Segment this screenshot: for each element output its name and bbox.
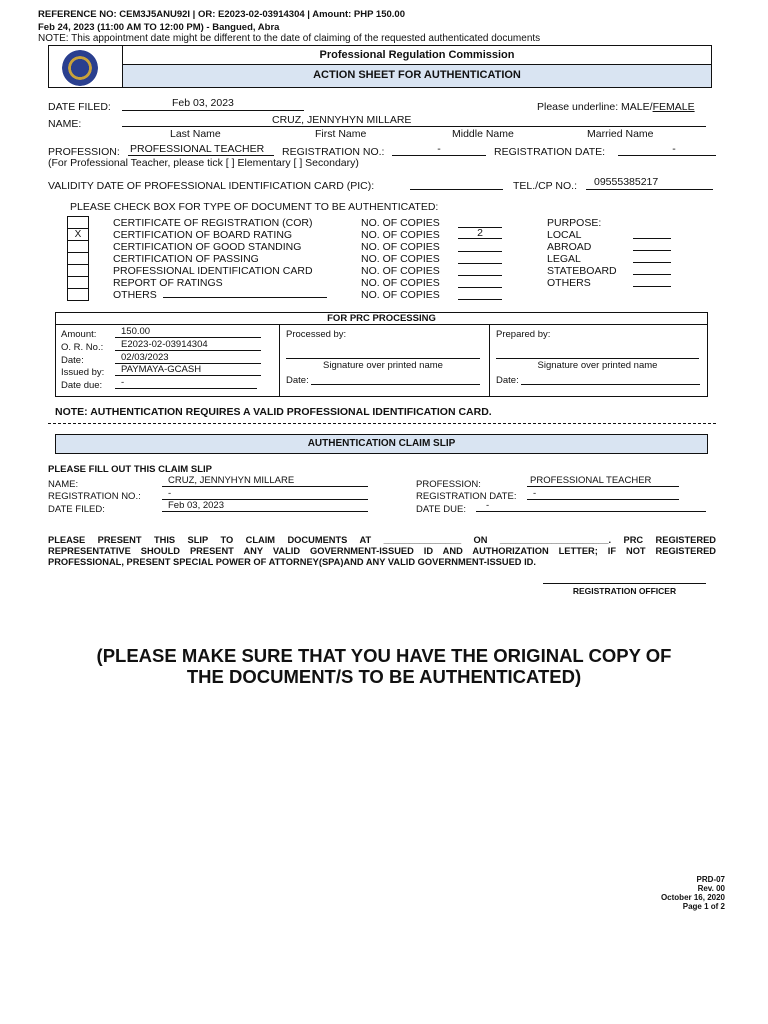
due-label: Date due: xyxy=(61,380,103,391)
purpose-item: LEGAL xyxy=(547,253,581,265)
claim-profession-label: PROFESSION: xyxy=(416,479,481,490)
prepared-date-label: Date: xyxy=(496,375,519,386)
copies-field[interactable]: 2 xyxy=(458,227,502,239)
claim-name-label: NAME: xyxy=(48,479,79,490)
reg-no-label: REGISTRATION NO.: xyxy=(282,146,385,158)
claim-due-value: - xyxy=(476,500,706,512)
doc-checkbox[interactable] xyxy=(67,252,89,264)
date-label: Date: xyxy=(61,355,84,366)
reminder-line-1: (PLEASE MAKE SURE THAT YOU HAVE THE ORIGINAL COPY OF xyxy=(96,645,672,666)
doc-checkbox[interactable] xyxy=(67,288,89,300)
doc-checkbox[interactable] xyxy=(67,240,89,252)
issued-value: PAYMAYA-GCASH xyxy=(115,364,261,376)
claim-reg-date-label: REGISTRATION DATE: xyxy=(416,491,517,502)
gender-underline: Please underline: MALE/FEMALE xyxy=(537,101,695,113)
purpose-item: STATEBOARD xyxy=(547,265,617,277)
doc-checkbox[interactable] xyxy=(67,216,89,228)
claim-reg-no-label: REGISTRATION NO.: xyxy=(48,491,141,502)
or-label: O. R. No.: xyxy=(61,342,104,353)
teacher-note: (For Professional Teacher, please tick [ ] Elementary [ ] Secondary) xyxy=(48,157,359,169)
doc-checkbox[interactable]: X xyxy=(67,228,89,240)
purpose-label: PURPOSE: xyxy=(547,217,602,229)
claim-title: AUTHENTICATION CLAIM SLIP xyxy=(307,438,456,449)
validity-label: VALIDITY DATE OF PROFESSIONAL IDENTIFICATION CARD (PIC): xyxy=(48,180,375,192)
prepared-signature-label: Signature over printed name xyxy=(537,360,658,371)
processed-by-label: Processed by: xyxy=(286,329,347,340)
doc-name: CERTIFICATION OF BOARD RATING xyxy=(113,229,293,241)
purpose-field[interactable] xyxy=(633,276,671,287)
amount-value: 150.00 xyxy=(115,326,261,338)
doc-name: CERTIFICATE OF REGISTRATION (COR) xyxy=(113,217,313,229)
name-part-last: Last Name xyxy=(170,128,221,140)
claim-instructions: PLEASE PRESENT THIS SLIP TO CLAIM DOCUMENTS AT _______________ ON _____________________. PRC REGISTERED REPRESENTATIVE SHOULD PRESENT ANY VALID GOVERNMENT-ISSUED ID AND AUTHORIZATION LETTER; IF NOT REGISTERED PROFESSIONAL, PRESENT SPECIAL POWER OF ATTORNEY(SPA)AND ANY VALID GOVERNMENT-ISSUED ID. xyxy=(48,535,716,567)
issued-label: Issued by: xyxy=(61,367,105,378)
copies-field[interactable] xyxy=(458,288,502,300)
claim-instruction: PLEASE FILL OUT THIS CLAIM SLIP xyxy=(48,464,212,475)
doc-instruction: PLEASE CHECK BOX FOR TYPE OF DOCUMENT TO BE AUTHENTICATED: xyxy=(70,201,439,213)
processed-signature-label: Signature over printed name xyxy=(323,360,443,371)
purpose-field[interactable] xyxy=(633,252,671,263)
doc-name: REPORT OF RATINGS xyxy=(113,277,223,289)
doc-name: CERTIFICATION OF PASSING xyxy=(113,253,259,265)
amount-label: Amount: xyxy=(61,329,97,340)
name-label: NAME: xyxy=(48,118,82,130)
pic-note: NOTE: AUTHENTICATION REQUIRES A VALID PROFESSIONAL IDENTIFICATION CARD. xyxy=(55,406,492,418)
copies-label: NO. OF COPIES xyxy=(361,289,440,301)
purpose-field[interactable] xyxy=(633,240,671,251)
processed-date-label: Date: xyxy=(286,375,309,386)
claim-date-filed-value: Feb 03, 2023 xyxy=(162,500,368,512)
doc-name: PROFESSIONAL IDENTIFICATION CARD xyxy=(113,265,313,277)
reg-no-value: - xyxy=(392,143,486,156)
copies-field[interactable] xyxy=(458,240,502,252)
claim-reg-date-value: - xyxy=(527,488,679,500)
profession-value: PROFESSIONAL TEACHER xyxy=(128,143,274,156)
reg-date-value: - xyxy=(618,143,716,156)
schedule-line: Feb 24, 2023 (11:00 AM TO 12:00 PM) - Bangued, Abra xyxy=(38,22,280,33)
form-footer: PRD-07 Rev. 00 October 16, 2020 Page 1 of 2 xyxy=(660,875,725,911)
claim-reg-no-value: - xyxy=(162,488,368,500)
profession-label: PROFESSION: xyxy=(48,146,120,158)
copies-label: NO. OF COPIES xyxy=(361,229,440,241)
tel-value: 09555385217 xyxy=(586,176,713,190)
copies-field[interactable] xyxy=(458,264,502,276)
org-name: Professional Regulation Commission xyxy=(319,49,515,61)
purpose-field[interactable] xyxy=(633,228,671,239)
appointment-note: NOTE: This appointment date might be different to the date of claiming of the requested authenticated documents xyxy=(38,33,541,44)
name-value: CRUZ, JENNYHYN MILLARE xyxy=(122,114,706,127)
others-field xyxy=(163,286,327,298)
claim-date-filed-label: DATE FILED: xyxy=(48,504,105,515)
due-value: - xyxy=(115,377,257,389)
tel-label: TEL./CP NO.: xyxy=(513,180,577,192)
name-part-married: Married Name xyxy=(587,128,654,140)
reminder-line-2: THE DOCUMENT/S TO BE AUTHENTICATED) xyxy=(186,666,582,687)
copies-label: NO. OF COPIES xyxy=(361,217,440,229)
claim-profession-value: PROFESSIONAL TEACHER xyxy=(527,475,679,487)
date-value: 02/03/2023 xyxy=(115,352,261,364)
or-value: E2023-02-03914304 xyxy=(115,339,261,351)
doc-checkbox[interactable] xyxy=(67,264,89,276)
copies-field[interactable] xyxy=(458,252,502,264)
name-part-first: First Name xyxy=(315,128,367,140)
purpose-item: LOCAL xyxy=(547,229,582,241)
prepared-by-label: Prepared by: xyxy=(496,329,551,340)
copies-label: NO. OF COPIES xyxy=(361,277,440,289)
copies-field[interactable] xyxy=(458,276,502,288)
doc-checkbox[interactable] xyxy=(67,276,89,288)
registration-officer-label: REGISTRATION OFFICER xyxy=(572,586,677,596)
form-title: ACTION SHEET FOR AUTHENTICATION xyxy=(313,69,521,81)
claim-name-value: CRUZ, JENNYHYN MILLARE xyxy=(162,475,368,487)
prc-processing-title: FOR PRC PROCESSING xyxy=(327,313,436,324)
copies-label: NO. OF COPIES xyxy=(361,265,440,277)
reference-line: REFERENCE NO: CEM3J5ANU92I | OR: E2023-02-03914304 | Amount: PHP 150.00 xyxy=(38,9,405,20)
reg-date-label: REGISTRATION DATE: xyxy=(494,146,606,158)
purpose-item: ABROAD xyxy=(547,241,592,253)
date-filed-label: DATE FILED: xyxy=(48,101,111,113)
name-part-middle: Middle Name xyxy=(452,128,514,140)
validity-field xyxy=(410,178,503,190)
cut-line xyxy=(48,423,716,424)
claim-due-label: DATE DUE: xyxy=(416,504,466,515)
copies-label: NO. OF COPIES xyxy=(361,241,440,253)
copies-label: NO. OF COPIES xyxy=(361,253,440,265)
doc-name: OTHERS xyxy=(113,289,157,301)
purpose-item: OTHERS xyxy=(547,277,591,289)
prc-seal-icon xyxy=(62,50,98,86)
doc-name: CERTIFICATION OF GOOD STANDING xyxy=(113,241,302,253)
purpose-field[interactable] xyxy=(633,264,671,275)
date-filed-value: Feb 03, 2023 xyxy=(122,97,304,111)
